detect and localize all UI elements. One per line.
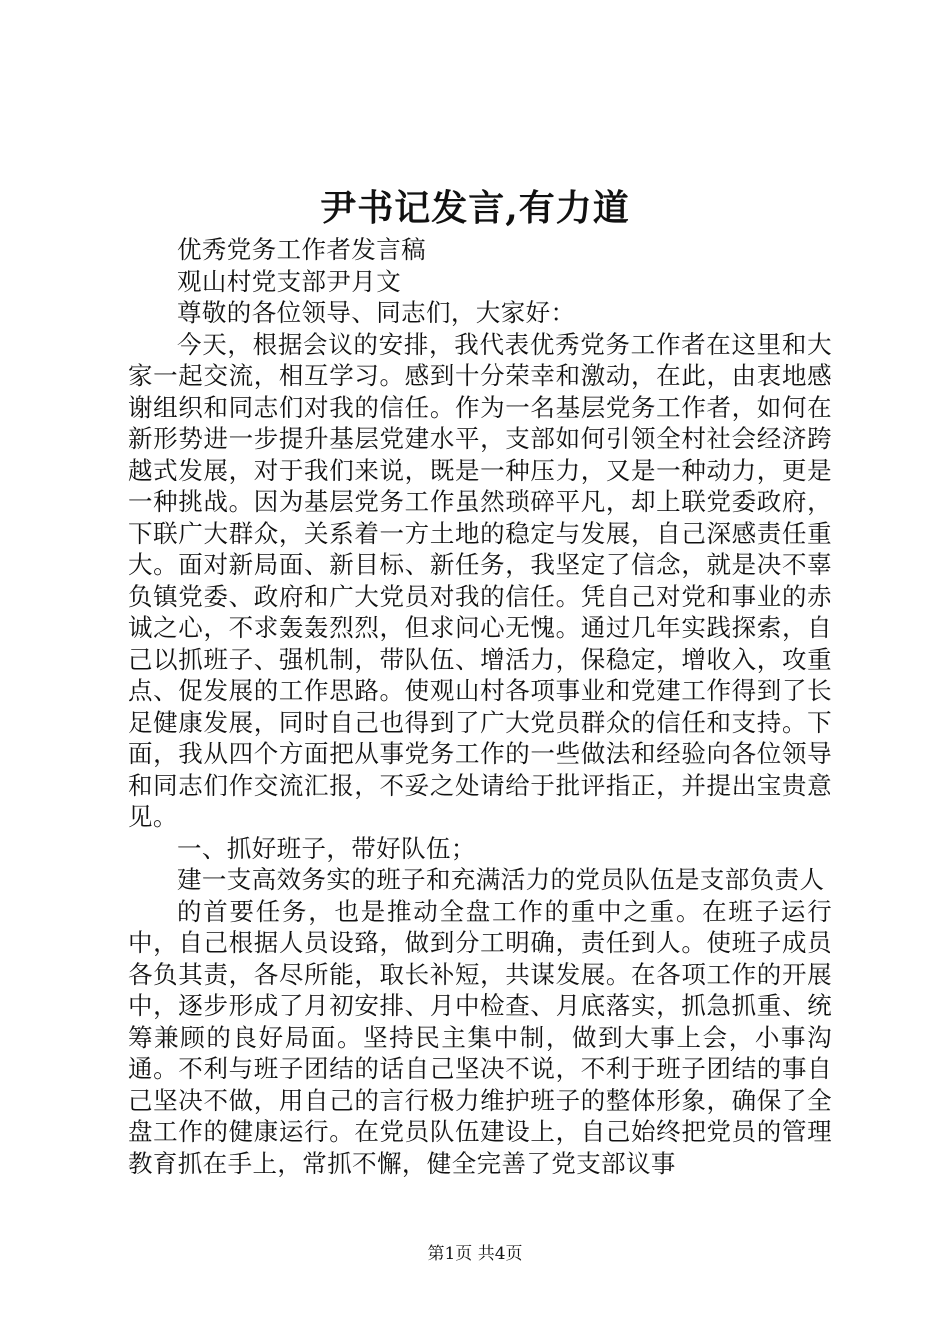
paragraph-subtitle: 优秀党务工作者发言稿 (177, 235, 426, 264)
paragraph-intro: 今天，根据会议的安排，我代表优秀党务工作者在这里和大家一起交流，相互学习。感到十分荣幸和激动，在此，由衷地感谢组织和同志们对我的信任。作为一名基层党务工作者，如何在新形势进一步提升基层党建水平，支部如何引领全村社会经济跨越式发展，对于我们来说，既是一种压力，又是一种动力，更是一种挑战。因为基层党务工作虽然琐碎平凡，却上联党委政府，下联广大群众，关系着一方土地的稳定与发展，自己深感责任重大。面对新局面、新目标、新任务，我坚定了信念，就是决不辜负镇党委、政府和广大党员对我的信任。凭自己对党和事业的赤诚之心，不求轰轰烈烈，但求问心无愧。通过几年实践探索，自己以抓班子、强机制，带队伍、增活力，保稳定，增收入，攻重点、促发展的工作思路。使观山村各项事业和党建工作得到了长足健康发展，同时自己也得到了广大党员群众的信任和支持。下面，我从四个方面把从事党务工作的一些做法和经验向各位领导和同志们作交流汇报，不妥之处请给于批评指正，并提出宝贵意见。 (128, 329, 832, 831)
paragraph-section-heading: 一、抓好班子，带好队伍； (177, 833, 476, 863)
paragraph-author: 观山村党支部尹月文 (177, 266, 402, 296)
paragraph-greeting: 尊敬的各位领导、同志们，大家好： (177, 298, 576, 327)
document-title: 尹书记发言,有力道 (320, 187, 630, 229)
paragraph-section-body: 的首要任务，也是推动全盘工作的重中之重。在班子运行中，自己根据人员设臵，做到分工明确，责任到人。使班子成员各负其责，各尽所能，取长补短，共谋发展。在各项工作的开展中，逐步形成了月初安排、月中检查、月底落实，抓急抓重、统筹兼顾的良好局面。坚持民主集中制，做到大事上会，小事沟通。不利与班子团结的话自己坚决不说，不利于班子团结的事自己坚决不做，用自己的言行极力维护班子的整体形象，确保了全盘工作的健康运行。在党员队伍建设上，自己始终把党员的管理教育抓在手上，常抓不懈，健全完善了党支部议事 (128, 896, 832, 1178)
paragraph-section-lead: 建一支高效务实的班子和充满活力的党员队伍是支部负责人 (177, 865, 825, 894)
document-body (128, 234, 832, 1179)
page-footer: 第1页 共4页 (427, 1244, 523, 1264)
